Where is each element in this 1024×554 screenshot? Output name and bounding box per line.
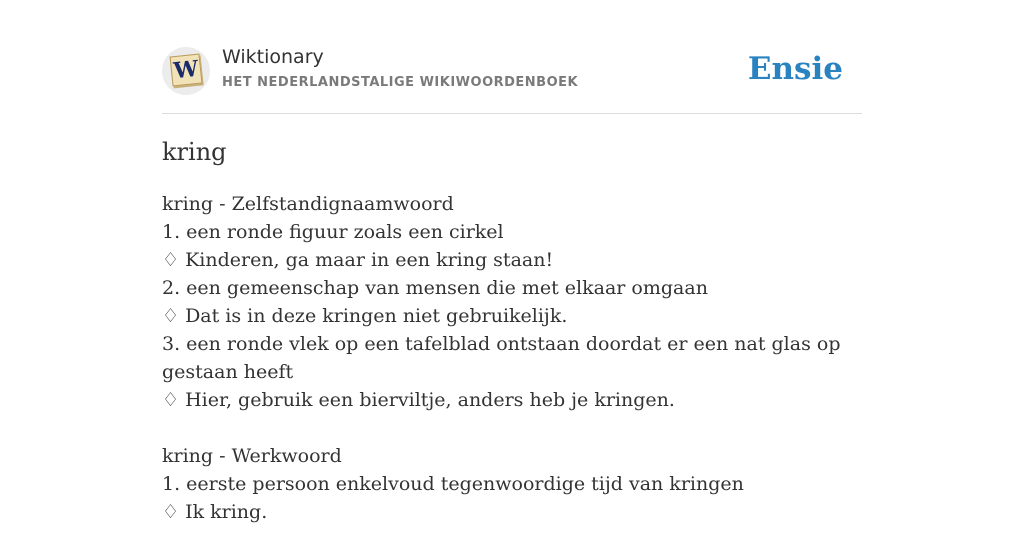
entry-heading: kring - Werkwoord xyxy=(162,445,342,467)
definition-line: 2. een gemeenschap van mensen die met elkaar omgaan xyxy=(162,277,708,299)
entry-noun xyxy=(162,190,862,414)
definition-line: 1. eerste persoon enkelvoud tegenwoordige tijd van kringen xyxy=(162,473,744,495)
example-line: ♢ Dat is in deze kringen niet gebruikelijk. xyxy=(162,305,568,327)
site-name[interactable]: Wiktionary xyxy=(222,46,324,68)
ensie-brand-link[interactable]: Ensie xyxy=(747,51,843,87)
entry-verb xyxy=(162,442,862,526)
example-line: ♢ Hier, gebruik een bierviltje, anders heb je kringen. xyxy=(162,389,675,411)
logo-tile xyxy=(170,54,203,87)
definition-list xyxy=(162,190,862,554)
definition-line: 3. een ronde vlek op een tafelblad ontstaan doordat er een nat glas op gestaan heeft xyxy=(162,333,841,383)
site-header xyxy=(162,0,862,114)
example-line: ♢ Kinderen, ga maar in een kring staan! xyxy=(162,249,554,271)
definition-line: 1. een ronde figuur zoals een cirkel xyxy=(162,221,504,243)
page xyxy=(162,0,862,523)
site-tagline: HET NEDERLANDSTALIGE WIKIWOORDENBOEK xyxy=(222,75,579,90)
wiktionary-logo-icon[interactable] xyxy=(162,47,210,95)
logo-letter: W xyxy=(172,55,200,85)
entry-heading: kring - Zelfstandignaamwoord xyxy=(162,193,454,215)
page-title: kring xyxy=(162,138,227,166)
example-line: ♢ Ik kring. xyxy=(162,501,268,523)
